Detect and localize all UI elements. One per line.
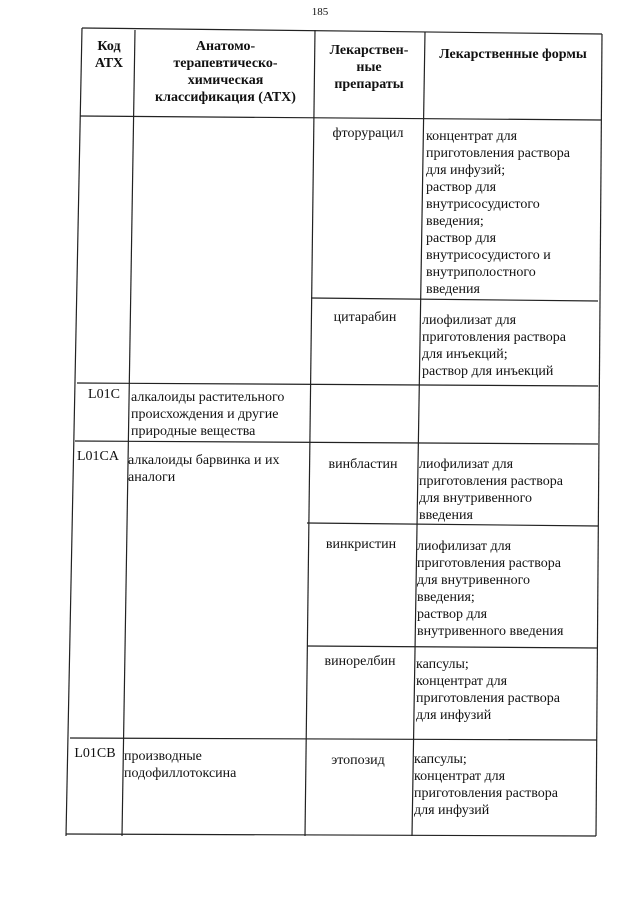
drug-cell: винорелбин (324, 654, 396, 669)
classification-cell: алкалоиды растительного происхождения и другие природные вещества (131, 390, 285, 439)
forms-cell: концентрат для приготовления раствора для инфузий; раствор для внутрисосудистого введения; раствор для внутрисосудистого и внутриполостного введения (426, 129, 570, 297)
header-classification: Анатомо- терапевтическо- химическая классификация (АТХ) (155, 39, 296, 105)
classification-cell: производные подофиллотоксина (124, 749, 237, 781)
forms-cell: лиофилизат для приготовления раствора для внутривенного введения; раствор для внутривенного введения (417, 539, 564, 639)
drug-cell: винкристин (325, 537, 397, 552)
drug-cell: фторурацил (332, 126, 404, 141)
forms-cell: капсулы; концентрат для приготовления раствора для инфузий (414, 752, 558, 818)
page-number: 185 (311, 6, 329, 18)
classification-cell: алкалоиды барвинка и их аналоги (128, 453, 280, 485)
forms-cell: лиофилизат для приготовления раствора для инъекций; раствор для инъекций (422, 313, 566, 379)
code-cell: L01CA (77, 449, 119, 464)
header-drugs: Лекарствен- ные препараты (329, 43, 409, 92)
header-code: Код АТХ (94, 39, 124, 71)
header-forms: Лекарственные формы (439, 47, 587, 62)
forms-cell: лиофилизат для приготовления раствора для внутривенного введения (419, 457, 563, 523)
drug-cell: этопозид (331, 753, 385, 768)
forms-cell: капсулы; концентрат для приготовления раствора для инфузий (416, 657, 560, 723)
drug-cell: цитарабин (333, 310, 397, 325)
drug-cell: винбластин (328, 457, 398, 472)
code-cell: L01C (88, 387, 120, 402)
code-cell: L01CB (74, 746, 116, 761)
